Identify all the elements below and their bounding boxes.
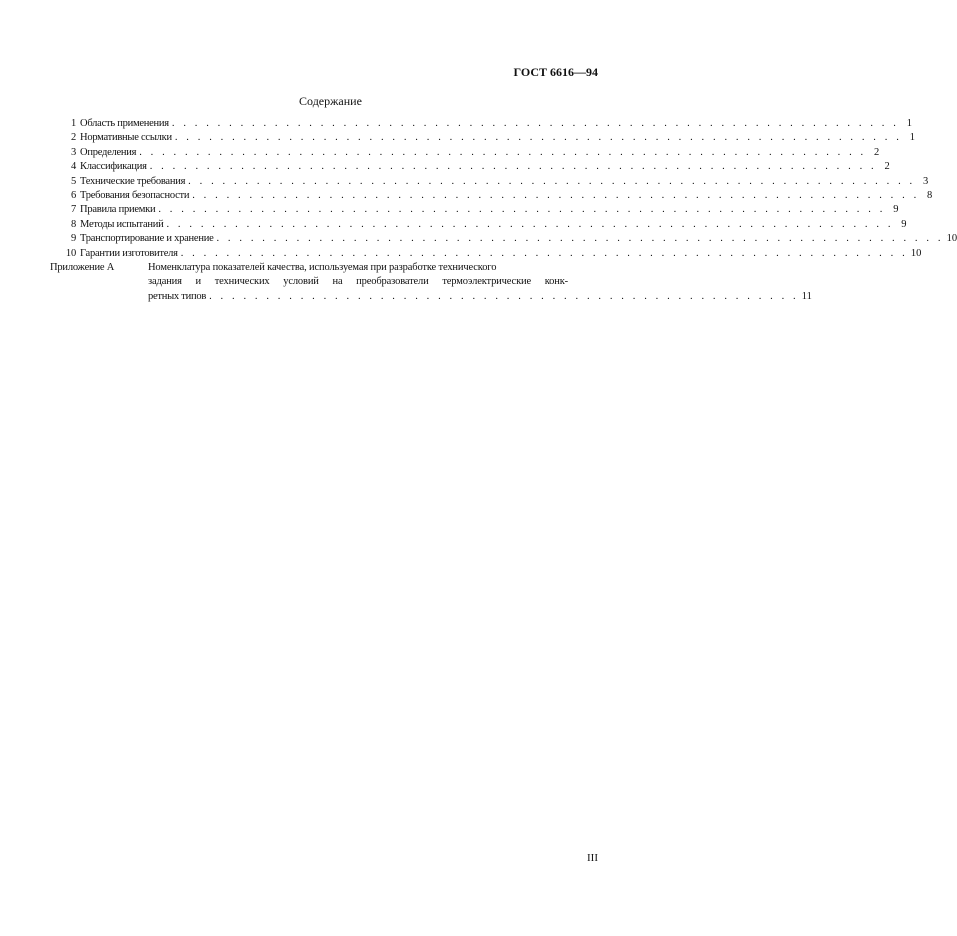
toc-leader-dots: . . . . . . . . . . . . . . . . . . . . . . . . . . . . . . . . . . . . . . . . . . . . . . . . . . . . . . . . . . . . . . . . bbox=[180, 247, 908, 259]
toc-item-label: Требования безопасности bbox=[80, 189, 190, 201]
toc-leader-dots: . . . . . . . . . . . . . . . . . . . . . . . . . . . . . . . . . . . . . . . . . . . . . . . . . . . . . . . . . . . . . . . . bbox=[174, 132, 902, 144]
toc-item[interactable] bbox=[50, 218, 907, 232]
toc-item[interactable] bbox=[50, 247, 922, 261]
toc-item-label: Гарантии изготовителя bbox=[80, 247, 178, 259]
toc-item-label: Область применения bbox=[80, 118, 169, 129]
toc-item-number: 4 bbox=[70, 161, 76, 173]
appendix-title-line: ретных типов bbox=[148, 290, 207, 302]
toc-item-label: Транспортирование и хранение bbox=[80, 233, 214, 245]
toc-item[interactable] bbox=[50, 232, 957, 246]
page-number: III bbox=[587, 852, 598, 864]
toc-item-page: 1 bbox=[909, 132, 915, 144]
toc-item-number: 9 bbox=[70, 233, 76, 245]
toc-item-label: Нормативные ссылки bbox=[80, 132, 172, 144]
toc-item-page: 2 bbox=[884, 161, 890, 173]
toc-leader-dots: . . . . . . . . . . . . . . . . . . . . . . . . . . . . . . . . . . . . . . . . . . . . . . . . . . . . . . . . . . . . . . . . bbox=[216, 233, 944, 245]
toc-item-number: 1 bbox=[70, 118, 76, 129]
toc-leader-dots: . . . . . . . . . . . . . . . . . . . . . . . . . . . . . . . . . . . . . . . . . . . . . . . . . . . . . . . . . . . . . . . . bbox=[158, 204, 886, 216]
toc-item[interactable] bbox=[50, 189, 933, 203]
toc-item-number: 6 bbox=[70, 189, 76, 201]
appendix-prefix: Приложение А bbox=[50, 261, 115, 273]
toc-item[interactable] bbox=[50, 160, 890, 174]
toc-item-number: 5 bbox=[70, 175, 76, 187]
toc-leader-dots: . . . . . . . . . . . . . . . . . . . . . . . . . . . . . . . . . . . . . . . . . . . . . . . . . . . . . . . . . . . . . . . . bbox=[171, 118, 899, 129]
toc-item[interactable] bbox=[50, 131, 915, 145]
toc-item[interactable] bbox=[50, 175, 929, 189]
toc-title: Содержание bbox=[299, 94, 362, 108]
toc-item[interactable] bbox=[50, 146, 880, 160]
toc-item-page: 11 bbox=[801, 290, 812, 302]
toc-item-label: Методы испытаний bbox=[80, 218, 164, 230]
toc-item-number: 7 bbox=[70, 204, 76, 216]
toc-leader-dots: . . . . . . . . . . . . . . . . . . . . . . . . . . . . . . . . . . . . . . . . . . . . . . . . . . . . . . . . . . . . . . . . bbox=[192, 189, 920, 201]
appendix-title-line: Номенклатура показателей качества, используемая при разработке технического bbox=[148, 261, 497, 273]
toc-appendix-entry[interactable] bbox=[50, 261, 812, 304]
toc-item[interactable] bbox=[50, 203, 899, 217]
toc-item-page: 3 bbox=[923, 175, 929, 187]
toc-leader-dots: . . . . . . . . . . . . . . . . . . . . . . . . . . . . . . . . . . . . . . . . . . . . . . . . . . . . . . . . . . . . . . . . bbox=[149, 161, 877, 173]
toc-item-number: 2 bbox=[70, 132, 76, 144]
document-code: ГОСТ 6616—94 bbox=[513, 65, 598, 79]
toc-item-page: 8 bbox=[927, 189, 933, 201]
toc-item-label: Классификация bbox=[80, 161, 147, 173]
toc-leader-dots: . . . . . . . . . . . . . . . . . . . . . . . . . . . . . . . . . . . . . . . . . . . . . . . . . . . . . . . . . . . . . . . . bbox=[139, 146, 867, 158]
toc-item-number: 8 bbox=[70, 218, 76, 230]
toc-item-page: 10 bbox=[910, 247, 922, 259]
toc-item-page: 9 bbox=[893, 204, 899, 216]
toc-item-page: 1 bbox=[906, 118, 912, 129]
toc-item[interactable] bbox=[50, 117, 912, 131]
toc-item-label: Правила приемки bbox=[80, 204, 156, 216]
toc-leader-dots: . . . . . . . . . . . . . . . . . . . . . . . . . . . . . . . . . . . . . . . . . . . . . . . . . . . . . . . . . . . . . . . . bbox=[188, 175, 916, 187]
appendix-title-line: задания и технических условий на преобразователи термоэлектрические конк- bbox=[148, 276, 568, 288]
toc-item-page: 10 bbox=[946, 233, 957, 245]
toc-item-page: 9 bbox=[901, 218, 907, 230]
toc-leader-dots: . . . . . . . . . . . . . . . . . . . . . . . . . . . . . . . . . . . . . . . . . . . . . . . . . . . . bbox=[209, 290, 799, 302]
toc-item-page: 2 bbox=[874, 146, 880, 158]
toc-leader-dots: . . . . . . . . . . . . . . . . . . . . . . . . . . . . . . . . . . . . . . . . . . . . . . . . . . . . . . . . . . . . . . . . bbox=[166, 218, 894, 230]
toc-item-number: 3 bbox=[70, 146, 76, 158]
toc-item-number: 10 bbox=[65, 247, 76, 259]
toc-item-label: Технические требования bbox=[80, 175, 186, 187]
toc-item-label: Определения bbox=[80, 146, 137, 158]
table-of-contents bbox=[50, 117, 957, 304]
